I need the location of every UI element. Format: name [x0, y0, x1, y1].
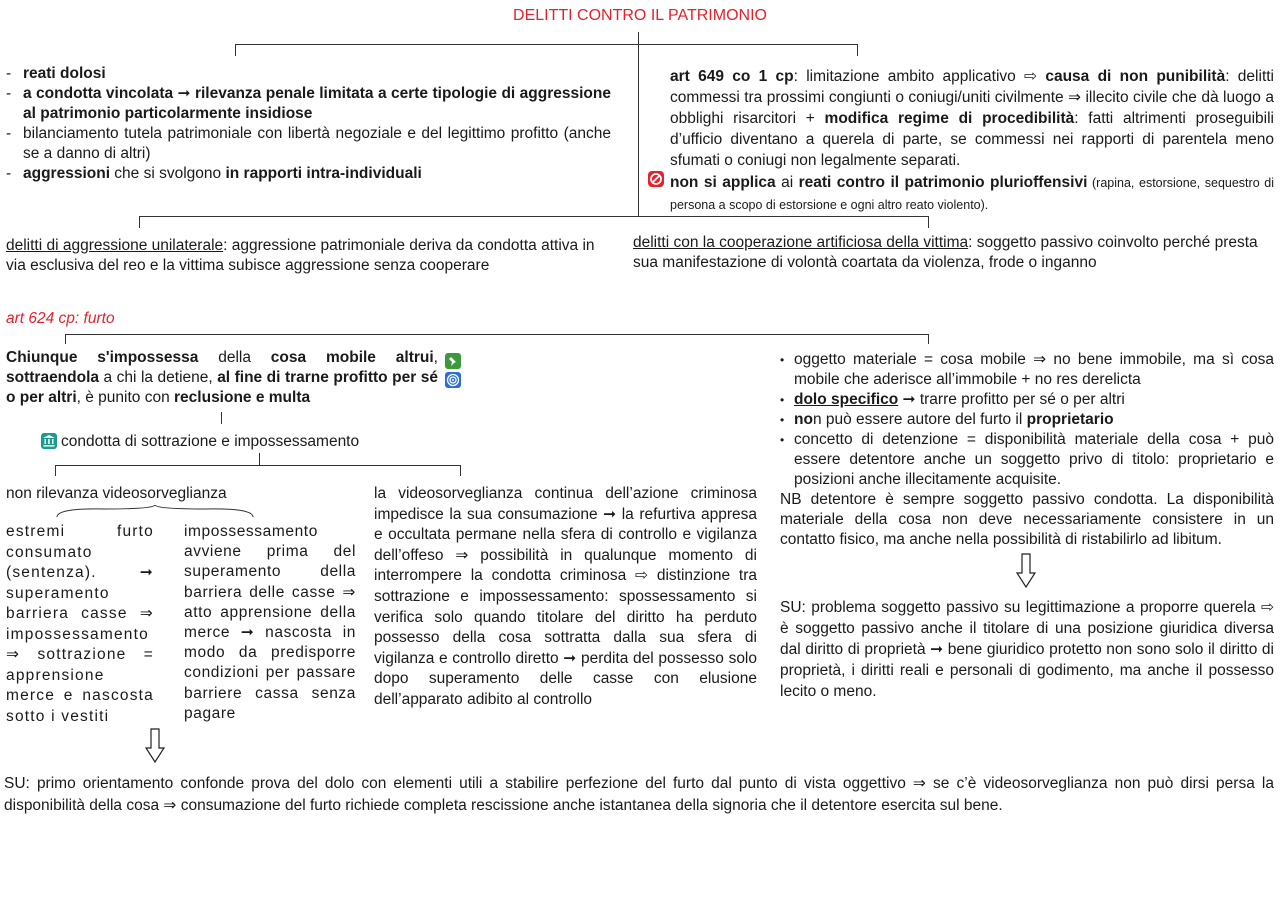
- list-item: • non può essere autore del furto il proprietario: [780, 410, 1274, 430]
- art-624-heading: art 624 cp: furto: [6, 310, 115, 327]
- down-arrow-icon: [1016, 553, 1036, 589]
- cooperation-text: delitti con la cooperazione artificiosa della vittima: soggetto passivo coinvolto perché presta sua manifestazione di volontà coartata da violenza, frode o inganno: [633, 234, 1258, 271]
- target-icon: [445, 372, 461, 388]
- condotta-label: condotta di sottrazione e impossessamento: [61, 433, 360, 450]
- list-item: • concetto di detenzione = disponibilità materiale della cosa + può essere detentore anche un soggetto privo di titolo: proprietario e posizioni anche illecitamente acquisite.: [780, 430, 1274, 490]
- connector-line: [235, 44, 858, 45]
- connector-line: [65, 334, 929, 335]
- connector-line: [65, 334, 66, 344]
- connector-line: [221, 412, 222, 424]
- connector-line: [638, 32, 639, 217]
- connector-line: [928, 334, 929, 344]
- left-characteristics-list: [6, 64, 611, 184]
- non-si-applica-text: non si applica ai reati contro il patrimonio plurioffensivi (rapina, estorsione, sequestro di persona a scopo di estorsione e ogni altro reato violento).: [670, 174, 1274, 212]
- furto-elements-list: [780, 350, 1274, 490]
- column-c-text: la videosorveglianza continua dell’azione criminosa impedisce la sua consumazione ➞ la refurtiva appresa e occultata permane nella sfera di controllo e vigilanza dell’offeso ⇒ possibilità in qualunque momento di interrompere la condotta criminosa ⇨ distinzione tra sottrazione e impossessamento: spossessamento si verifica solo quando titolare del diritto ha perduto possesso della cosa sottratta dalla sua sfera di vigilanza e controllo diretto ➞ perdita del possesso solo dopo superamento delle casse con elusione dell’apparato adibito al controllo: [374, 485, 757, 708]
- list-item: - a condotta vincolata ➞ rilevanza penale limitata a certe tipologie di aggressione al patrimonio particolarmente insidiose: [6, 84, 611, 124]
- art-649-text: art 649 co 1 cp: limitazione ambito applicativo ⇨ causa di non punibilità: delitti commessi tra prossimi congiunti o coniugi/uniti civilmente ⇒ illecito civile che dà luogo a obblighi risarcitori + modifica regime di procedibilità: fatti altrimenti proseguibili d’ufficio diventano a querela di parte, se commessi nei rapporti di parentela meno sfumati o coniugi non legalmente separati.: [670, 68, 1274, 169]
- non-rilevanza-label: non rilevanza videosorveglianza: [6, 485, 227, 502]
- bank-icon: [41, 433, 57, 449]
- down-arrow-icon: [145, 728, 165, 764]
- list-item: • dolo specifico ➞ trarre profitto per sé o per altri: [780, 390, 1274, 410]
- su-bottom-text: SU: primo orientamento confonde prova del dolo con elementi utili a stabilire perfezione del furto dal punto di vista oggettivo ⇒ se c’è videosorveglianza non può dirsi persa la disponibilità della cosa ⇒ consumazione del furto richiede completa rescissione anche istantanea della signoria che il detentore esercita sul bene.: [4, 775, 1274, 814]
- connector-line: [857, 44, 858, 56]
- connector-line: [928, 216, 929, 228]
- furto-definition: Chiunque s'impossessa della cosa mobile altrui, sottraendola a chi la detiene, al fine di trarne profitto per sé o per altri, è punito con reclusione e multa: [6, 349, 439, 406]
- page-title: DELITTI CONTRO IL PATRIMONIO: [513, 7, 767, 24]
- su-right-text: SU: problema soggetto passivo su legittimazione a proporre querela ⇨ è soggetto passivo anche il titolare di una posizione giuridica diversa dal diritto di proprietà ➞ bene giuridico protetto non sono solo il diritto di proprietà, i diritti reali e personali di godimento, ma anche il possesso lecito o meno.: [780, 599, 1274, 700]
- list-item: • oggetto materiale = cosa mobile ⇒ no bene immobile, ma sì cosa mobile che aderisce all’immobile + no res derelicta: [780, 350, 1274, 390]
- pushpin-icon: [445, 353, 461, 369]
- connector-line: [55, 465, 56, 476]
- connector-line: [259, 453, 260, 465]
- connector-line: [55, 465, 461, 466]
- list-item: - aggressioni che si svolgono in rapporti intra-individuali: [6, 164, 611, 184]
- nb-text: NB detentore è sempre soggetto passivo condotta. La disponibilità materiale della cosa non deve necessariamente consistere in un contatto fisico, ma anche nella possibilità di ristabilirlo ad libitum.: [780, 491, 1274, 548]
- list-item: - reati dolosi: [6, 64, 611, 84]
- column-b-text: impossessamento avviene prima del superamento della barriera delle casse ⇒ atto apprensione della merce ➞ nascosta in modo da predisporre condizioni per passare barriere cassa senza pagare: [184, 523, 356, 722]
- column-a-text: estremi furto consumato (sentenza). ➞ superamento barriera casse ⇒ impossessamento ⇒ sottrazione = apprensione merce e nascosta sotto i vestiti: [6, 523, 154, 725]
- connector-line: [460, 465, 461, 476]
- list-item: - bilanciamento tutela patrimoniale con libertà negoziale e del legittimo profitto (anche se a danno di altri): [6, 124, 611, 164]
- connector-line: [139, 216, 140, 228]
- brace-connector: [55, 505, 255, 519]
- connector-line: [235, 44, 236, 56]
- connector-line: [139, 216, 929, 217]
- unilateral-aggression-text: delitti di aggressione unilaterale: aggressione patrimoniale deriva da condotta attiva in via esclusiva del reo e la vittima subisce aggressione senza cooperare: [6, 237, 595, 274]
- no-entry-icon: [648, 171, 664, 187]
